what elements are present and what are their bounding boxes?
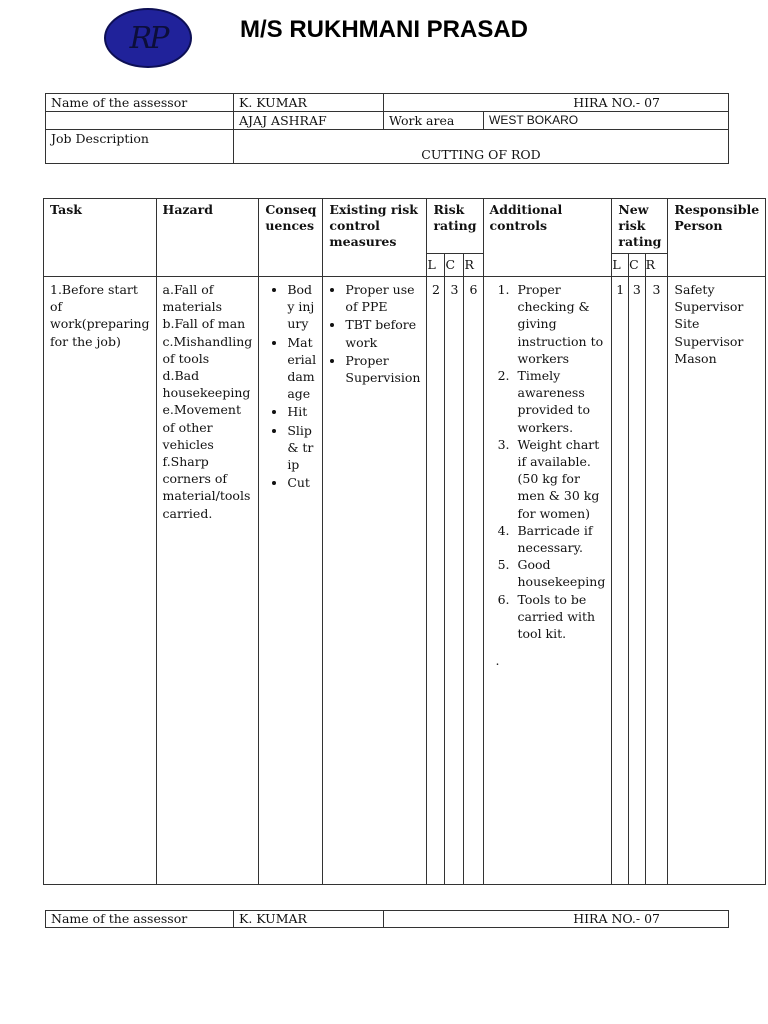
footer-info-table xyxy=(45,910,729,928)
header-new-risk-rating: New risk rating xyxy=(612,199,668,254)
consequence-item: • Cut xyxy=(287,474,316,491)
risk-l-value: 2 xyxy=(427,277,445,885)
header-consequences: Conseq uences xyxy=(259,199,323,277)
consequence-item: • Hit xyxy=(287,403,316,420)
new-risk-l-label: L xyxy=(612,254,629,277)
hira-number: HIRA NO.- 07 xyxy=(384,94,729,112)
header-hazard: Hazard xyxy=(156,199,259,277)
new-risk-r-label: R xyxy=(645,254,668,277)
hazard-item: a.Fall of materials xyxy=(162,282,223,315)
header-risk-rating: Risk rating xyxy=(427,199,483,254)
responsible-person: Site Supervisor xyxy=(674,316,744,349)
header-responsible-person: Responsible Person xyxy=(668,199,766,277)
assessor-label: Name of the assessor xyxy=(46,94,234,112)
new-risk-r-value: 3 xyxy=(645,277,668,885)
table-row xyxy=(44,277,766,885)
existing-controls-cell xyxy=(323,277,427,885)
additional-controls-cell xyxy=(483,277,612,885)
job-description-label: Job Description xyxy=(46,130,234,164)
hazard-item: e.Movement of other vehicles xyxy=(162,402,241,452)
job-description-value: CUTTING OF ROD xyxy=(234,130,729,164)
risk-l-label: L xyxy=(427,254,445,277)
assessment-info-table xyxy=(45,93,729,164)
blank-cell xyxy=(46,112,234,130)
responsible-person: Mason xyxy=(674,350,717,366)
responsible-person: Safety Supervisor xyxy=(674,282,744,315)
risk-c-label: C xyxy=(445,254,464,277)
consequence-item: • Slip & trip xyxy=(287,422,316,474)
responsible-cell xyxy=(668,277,766,885)
new-risk-c-label: C xyxy=(629,254,645,277)
existing-control-item: • Proper use of PPE xyxy=(345,281,420,315)
consequences-cell xyxy=(259,277,323,885)
new-risk-c-value: 3 xyxy=(629,277,645,885)
second-person: AJAJ ASHRAF xyxy=(234,112,384,130)
additional-control-item: 5. Good housekeeping xyxy=(514,556,606,590)
existing-control-item: • Proper Supervision xyxy=(345,352,420,386)
additional-control-item: 6. Tools to be carried with tool kit. xyxy=(514,591,606,643)
new-risk-l-value: 1 xyxy=(612,277,629,885)
header-existing-controls: Existing risk control measures xyxy=(323,199,427,277)
hazard-item: c.Mishandling of tools xyxy=(162,333,253,366)
logo-text: RP xyxy=(129,20,167,56)
trailing-dot: . xyxy=(495,653,500,669)
additional-control-item: 3. Weight chart if available. (50 kg for men & 30 kg for women) xyxy=(514,436,606,522)
hazard-item: f.Sharp corners of material/tools carried. xyxy=(162,454,251,521)
company-name: M/S RUKHMANI PRASAD xyxy=(240,16,528,43)
footer-hira-number: HIRA NO.- 07 xyxy=(384,911,729,928)
consequence-item: • Material damage xyxy=(287,334,316,403)
hazard-cell xyxy=(156,277,259,885)
footer-assessor-label: Name of the assessor xyxy=(46,911,234,928)
assessor-name: K. KUMAR xyxy=(234,94,384,112)
company-logo xyxy=(104,8,192,68)
risk-r-label: R xyxy=(464,254,483,277)
risk-r-value: 6 xyxy=(464,277,483,885)
risk-assessment-table xyxy=(43,198,766,885)
hazard-item: d.Bad housekeeping xyxy=(162,368,251,401)
consequence-item: • Body injury xyxy=(287,281,316,333)
risk-c-value: 3 xyxy=(445,277,464,885)
footer-assessor-name: K. KUMAR xyxy=(234,911,384,928)
additional-control-item: 1. Proper checking & giving instruction to workers xyxy=(514,281,606,367)
existing-control-item: • TBT before work xyxy=(345,316,420,350)
hazard-item: b.Fall of man xyxy=(162,316,246,332)
header-task: Task xyxy=(44,199,157,277)
work-area-label: Work area xyxy=(384,112,484,130)
additional-control-item: 2. Timely awareness provided to workers. xyxy=(514,367,606,436)
task-cell: 1.Before start of work(preparing for the job) xyxy=(44,277,157,885)
additional-control-item: 4. Barricade if necessary. xyxy=(514,522,606,556)
header-additional-controls: Additional controls xyxy=(483,199,612,277)
work-area-value: WEST BOKARO xyxy=(484,112,729,130)
